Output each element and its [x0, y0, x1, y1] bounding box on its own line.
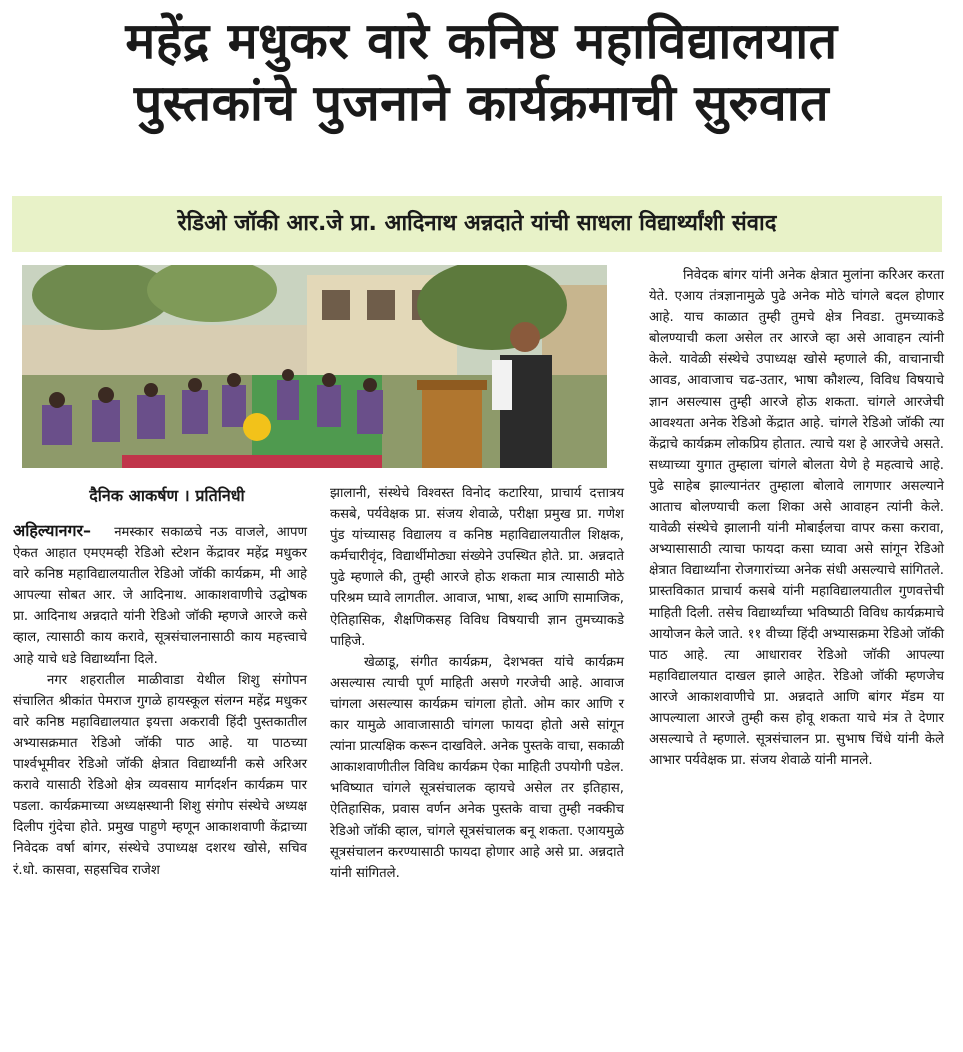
article-paragraph: नगर शहरातील माळीवाडा येथील शिशु संगोपन संचालित श्रीकांत पेमराज गुगळे हायस्कूल संलग्न महेंद्र मधुकर वारे कनिष्ठ महाविद्यालयात इयत्ता अकरावी हिंदी पुस्तकातील अभ्यासक्रमात रेडिओ जॉकी पाठ आहे. या पाठच्या पार्श्वभूमीवर रेडिओ जॉकी क्षेत्रात विद्यार्थ्यांनी कसे अरिअर करावे यासाठी रेडिओ क्षेत्र व्यवसाय मार्गदर्शन कार्यक्रम पार पडला. कार्यक्रमाच्या अध्यक्षस्थानी शिशु संगोप संस्थेचे अध्यक्ष दिलीप गुंदेचा होते. प्रमुख पाहुणे म्हणून आकाशवाणी केंद्राच्या निवेदक वर्षा बांगर, संस्थेचे उपाध्यक्ष दशरथ खोसे, सचिव रं.धो. कासवा, सहसचिव राजेश [13, 672, 307, 878]
dateline: अहिल्यानगर– [13, 521, 92, 540]
byline: दैनिक आकर्षण । प्रतिनिधी [89, 486, 245, 505]
headline-line-2: पुस्तकांचे पुजनाने कार्यक्रमाची सुरुवात [133, 74, 830, 132]
event-photo [22, 265, 607, 468]
article-column-1 [13, 520, 307, 881]
article-column-2 [330, 483, 624, 884]
headline-line-1: महेंद्र मधुकर वारे कनिष्ठ महाविद्यालयात [125, 12, 838, 70]
article-paragraph [13, 520, 307, 670]
subheadline: रेडिओ जॉकी आर.जे प्रा. आदिनाथ अन्नदाते यांची साधला विद्यार्थ्यांशी संवाद [12, 196, 942, 252]
article-column-3 [649, 265, 944, 771]
article-paragraph: खेळाडू, संगीत कार्यक्रम, देशभक्त यांचे कार्यक्रम असल्यास त्याची पूर्ण माहिती असणे गरजेची आहे. आवाज चांगला असल्यास कार्यक्रम चांगला होतो. ओम कार आणि र कार यामुळे आवाजासाठी चांगला फायदा होतो असे सांगून त्यांना प्रात्यक्षिक करून दाखविले. अनेक पुस्तके वाचा, सकाळी आकाशवाणीतील विविध कार्यक्रम ऐका माहिती उपयोगी पडेल. भविष्यात चांगले सूत्रसंचालक व्हायचे असेल तर इतिहास, ऐतिहासिक, प्रवास वर्णन अनेक पुस्तके वाचा तुम्ही नक्कीच रेडिओ जॉकी व्हाल, चांगले सूत्रसंचालक बनू शकता. एआयमुळे सूत्रसंचालन करण्यासाठी फायदा होणार आहे असे प्रा. अन्नदाते यांनी सांगितले. [330, 654, 624, 881]
headline [0, 10, 963, 134]
event-photo-illustration [22, 265, 607, 468]
article-paragraph: झालानी, संस्थेचे विश्वस्त विनोद कटारिया, प्राचार्य दत्तात्रय कसबे, पर्यवेक्षक प्रा. संजय शेवाळे, परीक्षा प्रमुख प्रा. गणेश पुंड यांच्यासह विद्यालय व कनिष्ठ महाविद्यालयातील शिक्षक, कर्मचारीवृंद, विद्यार्थीमोठ्या संख्येने उपस्थित होते. प्रा. अन्नदाते पुढे म्हणाले की, तुम्ही आरजे होऊ शकता मात्र त्यासाठी मोठे परिश्रम घ्यावे लागतील. आवाज, भाषा, शब्द आणि सामाजिक, ऐतिहासिक, शैक्षणिकसह विविध विषयाची ज्ञान तुमच्याकडे पाहिजे. [330, 486, 624, 649]
article-paragraph: निवेदक बांगर यांनी अनेक क्षेत्रात मुलांना करिअर करता येते. एआय तंत्रज्ञानामुळे पुढे अनेक मोठे चांगले बदल होणार आहे. याच काळात तुम्ही तुमचे क्षेत्र निवडा. तुमच्याकडे बोलण्याची कला असेल तर आरजे व्हा असे आवाहन त्यांनी केले. यावेळी संस्थेचे उपाध्यक्ष खोसे म्हणाले की, वाचानाची आवड, आवाजाच चढ-उतार, भाषा कौशल्य, विविध विषयाचे ज्ञान असल्यास तुम्ही आरजे होऊ शकता. चांगले आरजेची आवश्यता अनेक रेडिओ केंद्रात आहे. चांगले रेडिओ जॉकी त्या केंद्राचे कार्यक्रम लोकप्रिय होतात. त्याचे यश हे आरजेचे असते. सध्याच्या युगात तुम्हाला चांगले बोलता येणे हे महत्वाचे आहे. पुढे साहेब झाल्यानंतर तुम्हाला बोलावे लागणार असल्याने आताच बोलण्याची कला शिका असे आवाहन त्यांनी केले. यावेळी संस्थेचे झालानी यांनी मोबाईलचा वापर कसा करावा, अभ्यासासाठी त्याचा फायदा कसा घ्यावा असे सांगून रेडिओ क्षेत्रात विद्यार्थ्यांना रोजगारांच्या अनेक संधी असल्याचे सांगितले. प्रास्तविकात प्राचार्य कसबे यांनी महाविद्यालयातील गुणवत्तेची माहिती दिली. तसेच विद्यार्थ्यांच्या भविष्याठी विविध कार्यक्रमाचे आयोजन केले जाते. ११ वीच्या हिंदी अभ्यासक्रमा रेडिओ जॉकी पाठ आहे. त्या आधारावर रेडिओ जॉकी आपल्या महाविद्यालयात दाखल झाले आहेत. रेडिओ जॉकी म्हणजेच आरजे आकाशवाणीचे प्रा. अन्नदाते आणि बांगर मॅडम या आपल्याला आरजे तुम्ही कस होवू शकता याचे मंत्र ते देणार असल्याचे ते म्हणाले. सूत्रसंचालन प्रा. सुभाष चिंधे यांनी केले आभार पर्यवेक्षक प्रा. संजय शेवाळे यांनी मानले. [649, 268, 944, 769]
paragraph-text: नमस्कार सकाळचे नऊ वाजले, आपण ऐकत आहात एमएमव्ही रेडिओ स्टेशन केंद्रावर महेंद्र मधुकर वारे कनिष्ठ महाविद्यालयातील रेडिओ जॉकी कार्यक्रम, मी आहे आपल्या सोबत आर. जे आदिनाथ. आकाशवाणीचे उद्घोषक प्रा. आदिनाथ अन्नदाते यांनी रेडिओ जॉकी म्हणजे आरजे कसे व्हाल, त्यासाठी काय करावे, सूत्रसंचालनासाठी काय महत्त्वाचे आहे याचे धडे विद्यार्थ्यांना दिले. [13, 525, 308, 667]
